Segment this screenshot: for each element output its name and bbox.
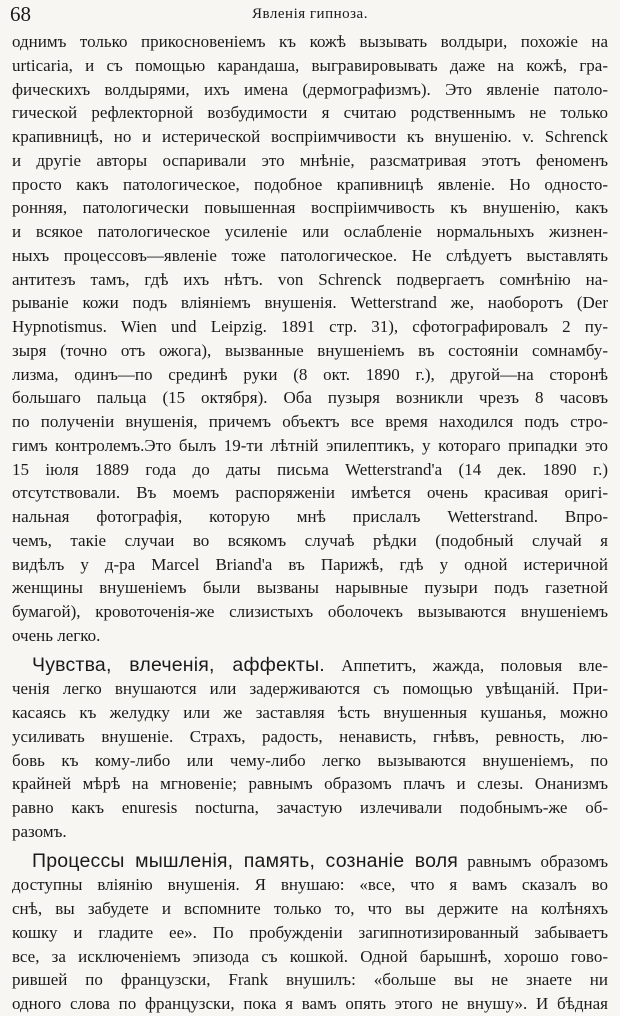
section-heading: Процессы мышленія, память, сознаніе воля	[32, 849, 459, 872]
section-heading-line	[12, 850, 608, 874]
text-line: лизма, одинъ—по срединѣ руки (8 окт. 1890 г.), другой—на сторонѣ	[12, 364, 608, 384]
text-line: бумагой), кровоточенія-же слизистыхъ оболочекъ вызываются внушеніемъ	[12, 602, 608, 621]
text-line: очень легко.	[12, 625, 101, 645]
text-line: рываніе кожи подъ вліяніемъ внушенія. Wetterstrand же, наоборотъ (Der	[12, 293, 608, 313]
text-line: чемъ, такіе случаи во всякомъ случаѣ рѣдки (подобный случай я	[12, 530, 608, 550]
text-line: ныхъ процессовъ—явленіе тоже патологическое. Не слѣдуетъ выставлять	[12, 245, 608, 265]
text-line: кошку и гладите ее». По пробужденіи загипнотизированный забываетъ	[12, 922, 608, 942]
text-line: крайней мѣрѣ на мгновеніе; равнымъ образомъ плачъ и слезы. Онанизмъ	[12, 774, 608, 794]
text-line: доступны вліянію внушенія. Я внушаю: «все, что я вамъ сказалъ во	[12, 875, 608, 895]
text-line: снѣ, вы забудете и вспомните только то, что вы держите на колѣняхъ	[12, 899, 608, 918]
text-line: 15 іюля 1889 года до даты письма Wetterstrand'а (14 дек. 1890 г.)	[12, 459, 608, 479]
text-line: отсутствовали. Въ моемъ распоряженіи имѣется очень красивая оригі-	[12, 483, 608, 503]
text-line: большаго пальца (15 октября). Оба пузыря возникли чрезъ 8 часовъ	[12, 388, 608, 408]
page-header	[0, 0, 620, 30]
running-head: Явленія гипноза.	[252, 6, 368, 22]
text-line: зыря (точно отъ ожога), вызванные внушеніемъ въ состояніи сомнамбу-	[12, 340, 608, 360]
text-line: urticaria, и съ помощью карандаша, выгравировывать даже на кожѣ, гра-	[12, 55, 608, 75]
text-line: и всякое патологическое усиленіе или ослабленіе нормальныхъ жизнен-	[12, 222, 608, 241]
text-line: одного слова по французски, пока я вамъ опять этого не внушу». И бѣдная	[12, 994, 608, 1013]
text-line: нальная фотографія, которую мнѣ прислалъ Wetterstrand. Впро-	[12, 507, 608, 526]
heading-line-text: равнымъ образомъ	[467, 851, 608, 871]
text-line: равно какъ enuresis nocturna, зачастую излечивали подобнымъ-же об-	[12, 798, 608, 817]
text-line: касаясь къ желудку или же заставляя ѣсть внушенныя кушанья, можно	[12, 703, 608, 722]
text-line: ронняя, патологически повышенная воспріимчивость къ внушенію, какъ	[12, 198, 608, 218]
text-line: антитезъ тамъ, гдѣ ихъ нѣтъ. von Schrenck подвергаетъ сомнѣнію на-	[12, 269, 608, 289]
text-line: крапивницѣ, но и истерической воспріимчивости къ внушенію. v. Schrenck	[12, 127, 608, 146]
text-line: гической рефлекторной возбудимости я считаю родственнымъ не только	[12, 103, 608, 123]
section-heading: Чувства, влеченія, аффекты.	[32, 653, 325, 676]
text-line: гимъ контролемъ.Это былъ 19-ти лѣтній эпилептикъ, у котораго припадки это	[12, 435, 608, 455]
body-text	[12, 30, 608, 1016]
text-line: по полученіи внушенія, причемъ объектъ все время находился подъ стро-	[12, 412, 608, 431]
text-line: однимъ только прикосновеніемъ къ кожѣ вызывать волдыри, похожіе на	[12, 32, 608, 51]
page-number: 68	[10, 2, 31, 26]
text-line: бовь къ кому-либо или чему-либо легко вызываются внушеніемъ, по	[12, 750, 608, 770]
text-line: и другіе авторы оспаривали это мнѣніе, разсматривая этотъ феноменъ	[12, 150, 608, 170]
text-line: ченія легко внушаются или задерживаются съ помощью увѣщаній. При-	[12, 679, 608, 699]
section-thinking-memory	[12, 850, 608, 1016]
text-line: фическихъ волдырями, ихъ имена (дермографизмъ). Это явленіе патоло-	[12, 79, 608, 99]
heading-line-text: Аппетитъ, жажда, половыя вле-	[341, 655, 608, 675]
text-line: разомъ.	[12, 821, 67, 841]
text-line: все, за исключеніемъ эпизода съ кошкой. Одной барышнѣ, хорошо гово-	[12, 946, 608, 966]
text-line: усиливать внушеніе. Страхъ, радость, ненависть, гнѣвъ, ревность, лю-	[12, 726, 608, 746]
text-line: рившей по французски, Frank внушилъ: «больше вы не знаете ни	[12, 970, 608, 990]
text-line: женщины внушеніемъ были вызваны нарывные пузыри подъ газетной	[12, 578, 608, 598]
text-line: видѣлъ у д-ра Marcel Briand'а въ Парижѣ, гдѣ у одной истеричной	[12, 554, 608, 574]
text-line: Hypnotismus. Wien und Leipzig. 1891 стр. 31), сфотографировалъ 2 пу-	[12, 317, 608, 336]
section-feelings	[12, 654, 608, 844]
text-line: просто какъ патологическое, подобное крапивницѣ явленіе. Но односто-	[12, 174, 608, 194]
paragraph-hypnotic-skin-effects	[12, 30, 608, 648]
section-heading-line	[12, 654, 608, 678]
